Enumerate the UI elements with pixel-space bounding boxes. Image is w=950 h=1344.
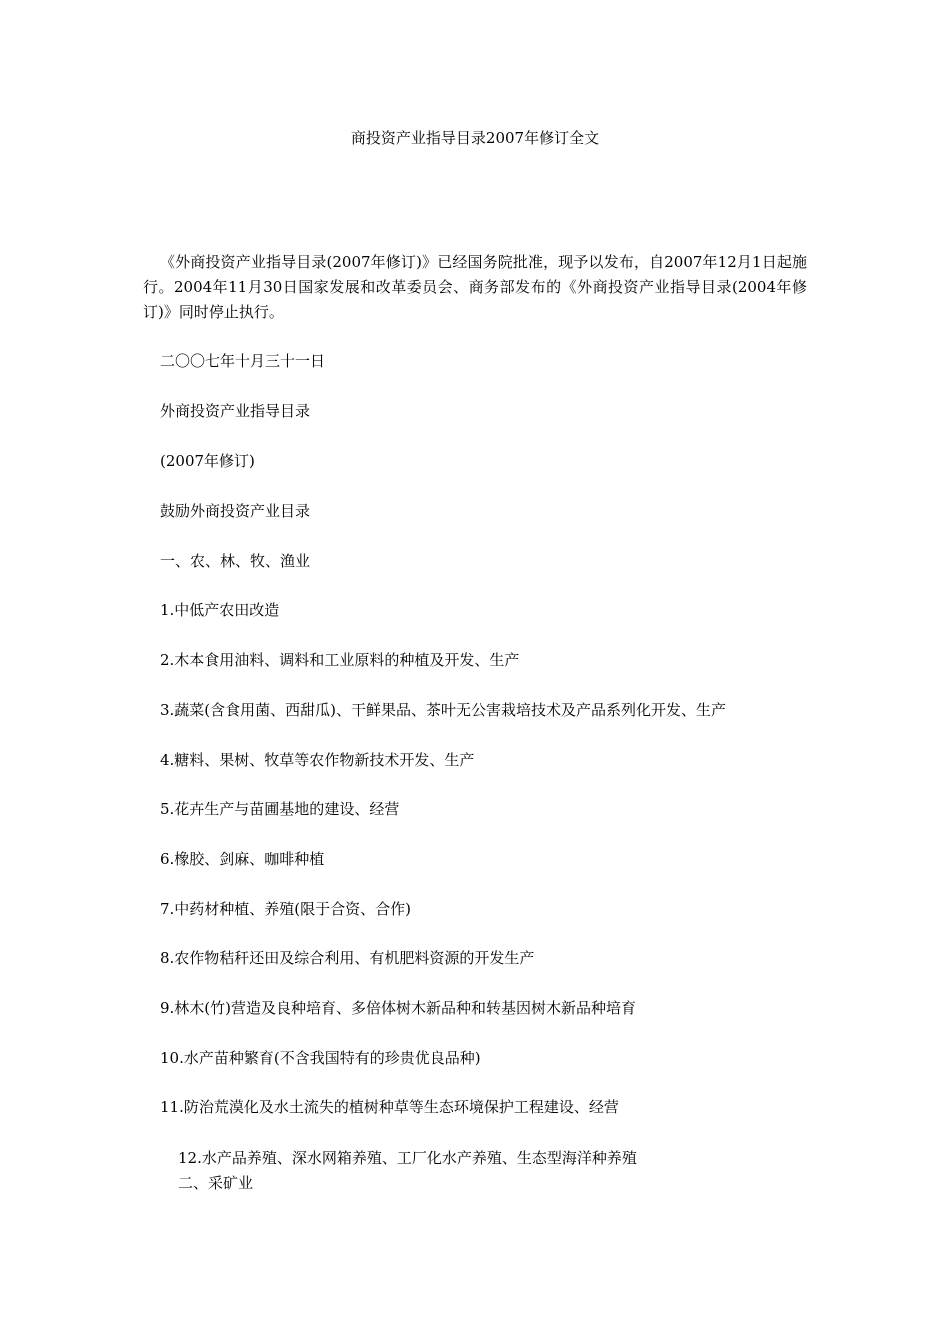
list-item: 8.农作物秸秆还田及综合利用、有机肥料资源的开发生产	[160, 949, 535, 967]
encouraged-heading: 鼓励外商投资产业目录	[160, 502, 311, 520]
intro-paragraph: 《外商投资产业指导目录(2007年修订)》已经国务院批准，现予以发布，自2007年12月1日起施行。2004年11月30日国家发展和改革委员会、商务部发布的《外商投资产业指导目录(2004年修订)》同时停止执行。	[143, 253, 807, 321]
catalog-title: 外商投资产业指导目录	[160, 402, 311, 420]
list-item: 6.橡胶、剑麻、咖啡种植	[160, 850, 325, 868]
list-item: 12.水产品养殖、深水网箱养殖、工厂化水产养殖、生态型海洋种养殖	[178, 1149, 637, 1167]
list-item: 1.中低产农田改造	[160, 601, 280, 619]
list-item: 10.水产苗种繁育(不含我国特有的珍贵优良品种)	[160, 1049, 481, 1067]
issue-date: 二〇〇七年十月三十一日	[160, 352, 326, 370]
list-item: 7.中药材种植、养殖(限于合资、合作)	[160, 900, 412, 918]
list-item: 4.糖料、果树、牧草等农作物新技术开发、生产	[160, 751, 475, 769]
document-title: 商投资产业指导目录2007年修订全文	[350, 129, 600, 147]
list-item: 3.蔬菜(含食用菌、西甜瓜)、干鲜果品、茶叶无公害栽培技术及产品系列化开发、生产	[160, 701, 727, 719]
list-item: 9.林木(竹)营造及良种培育、多倍体树木新品种和转基因树木新品种培育	[160, 999, 637, 1017]
section-heading-mining: 二、采矿业	[178, 1174, 254, 1192]
list-item: 2.木本食用油料、调料和工业原料的种植及开发、生产	[160, 651, 520, 669]
catalog-revision: (2007年修订)	[160, 452, 255, 470]
list-item: 5.花卉生产与苗圃基地的建设、经营	[160, 800, 400, 818]
section-heading-agriculture: 一、农、林、牧、渔业	[160, 552, 311, 570]
list-item: 11.防治荒漠化及水土流失的植树种草等生态环境保护工程建设、经营	[160, 1098, 619, 1116]
